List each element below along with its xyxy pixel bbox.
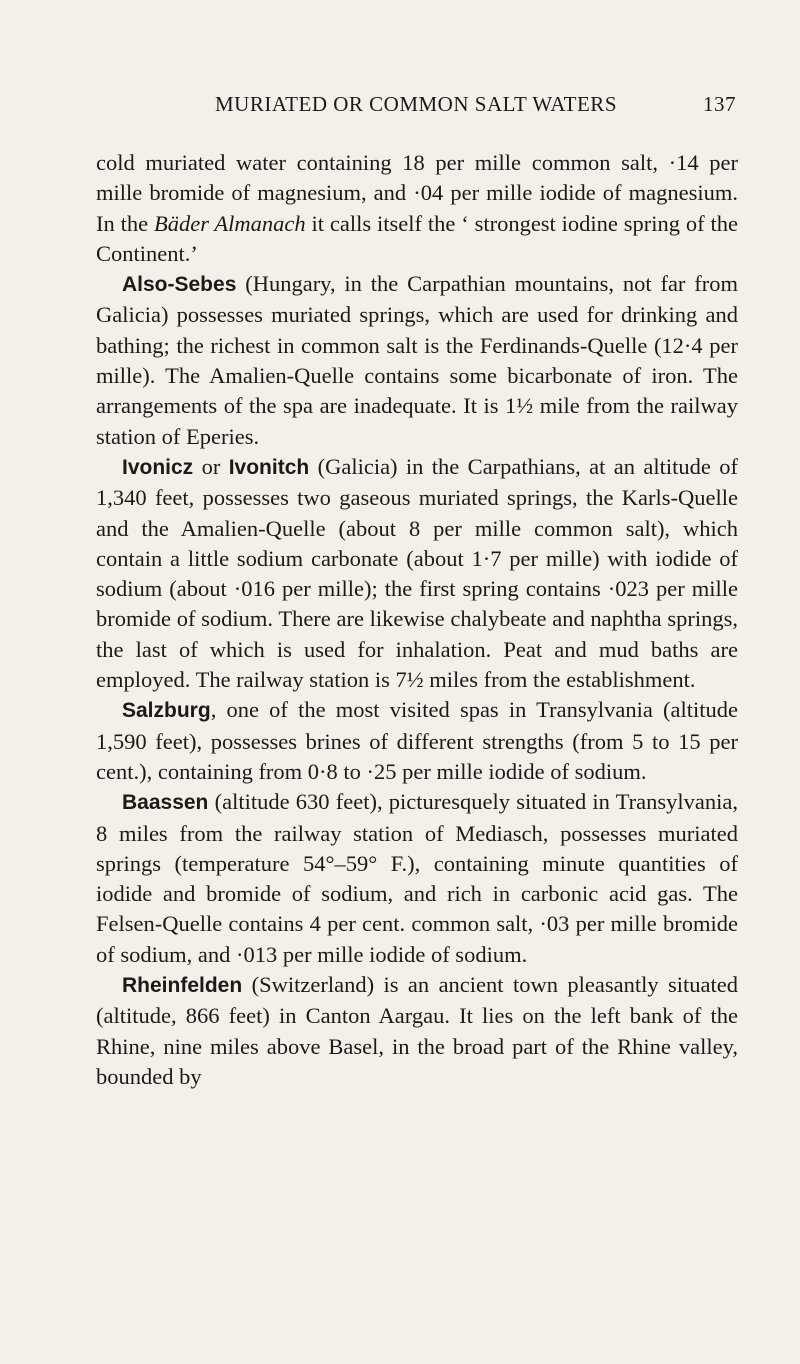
running-head [96,92,736,122]
paragraph-text: (Galicia) in the Carpathians, at an altitude of 1,340 feet, possesses two gaseous muriated springs, the Karls-Quelle and the Amalien-Quelle (about 8 per mille common salt), which contain a little sodium carbonate (about 1·7 per mille) with iodide of sodium (about ·016 per mille); the first spring contains ·023 per mille bromide of sodium. There are likewise chalybeate and naphtha springs, the last of which is used for inhalation. Peat and mud baths are employed. The railway station is 7½ miles from the establishment. [96,453,738,693]
book-title-italic: Bäder Almanach [153,210,306,236]
spa-heading: Salzburg [122,699,211,723]
paragraph-text: (Hungary, in the Carpathian mountains, not far from Galicia) possesses muriated springs, which are used for drinking and bathing; the richest in common salt is the Ferdinands-Quelle (12·4 per mille). The Amalien-Quelle contains some bicarbonate of iron. The arrangements of the spa are inadequate. It is 1½ mile from the railway station of Eperies. [96,271,738,449]
paragraph-also-sebes [96,269,738,452]
spa-heading: Also-Sebes [122,273,237,297]
paragraph-text: (Switzerland) is an ancient town pleasantly situated (altitude, 866 feet) in Canton Aargau. It lies on the left bank of the Rhine, nine miles above Basel, in the broad part of the Rhine valley, bounded by [96,972,738,1089]
paragraph-text: (altitude 630 feet), picturesquely situated in Transylvania, 8 miles from the railway station of Mediasch, possesses muriated springs (temperature 54°–59° F.), containing minute quantities of iodide and bromide of sodium, and rich in carbonic acid gas. The Felsen-Quelle contains 4 per cent. common salt, ·03 per mille bromide of sodium, and ·013 per mille iodide of sodium. [96,789,738,967]
paragraph-baassen [96,787,738,970]
paragraph-text: , one of the most visited spas in Transylvania (altitude 1,590 feet), possesses brines of different strengths (from 5 to 15 per cent.), containing from 0·8 to ·25 per mille iodide of sodium. [96,697,738,784]
paragraph-text: or [193,453,229,479]
paragraph-continuation [96,148,738,269]
spa-heading: Baassen [122,791,209,815]
paragraph-text: it calls itself the ‘ strongest iodine spring of the Continent.’ [96,210,739,266]
spa-heading: Ivonitch [228,455,310,479]
body-text [96,148,738,1092]
page-number: 137 [703,92,736,116]
paragraph-salzburg [96,695,738,787]
paragraph-rheinfelden [96,970,738,1092]
spa-heading: Rheinfelden [122,974,243,998]
paragraph-text: cold muriated water containing 18 per mille common salt, ·14 per mille bromide of magnesium, and ·04 per mille iodide of magnesium. In the [96,150,738,236]
spa-heading: Ivonicz [122,455,194,479]
paragraph-ivonicz [96,452,738,695]
running-head-title: MURIATED OR COMMON SALT WATERS [214,92,618,116]
